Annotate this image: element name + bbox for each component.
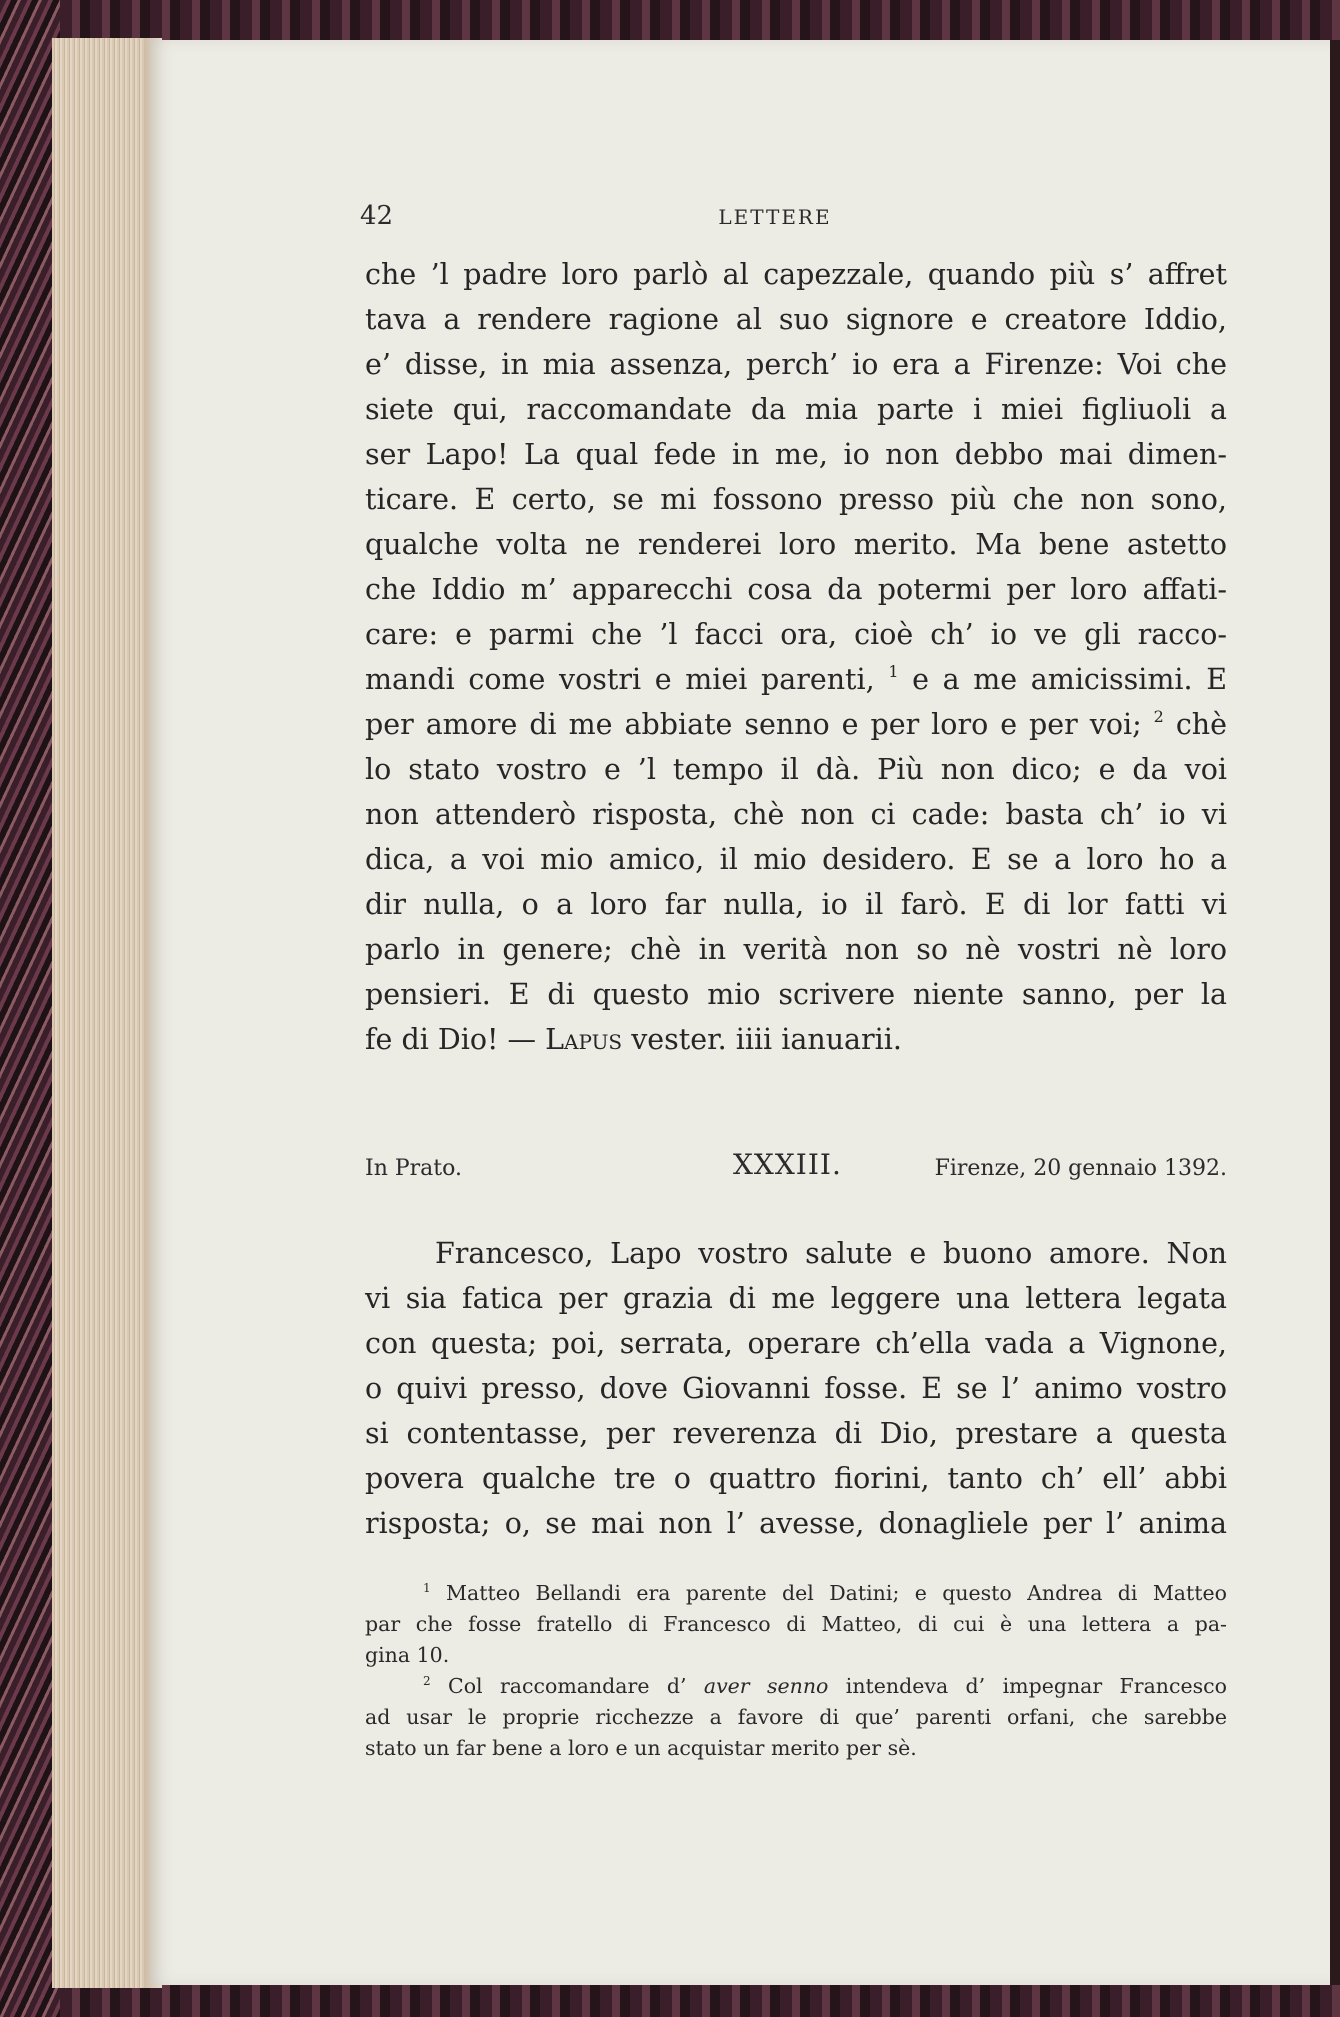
footnotes (365, 1578, 1227, 1764)
text-line-with-footnote-1 (365, 657, 1227, 702)
footnote-mark-1: 1 (423, 1581, 431, 1595)
letter-33-body (365, 1231, 1227, 1546)
text-segment: fe di Dio! — (365, 1023, 537, 1056)
text-line: che ’l padre loro parlò al capezzale, quando più s’ affret (365, 258, 1227, 291)
text-line: povera qualche tre o quattro fiorini, tanto ch’ ell’ abbi (365, 1462, 1227, 1495)
text-segment: mandi come vostri e miei parenti, (365, 663, 875, 696)
letter-number: XXXIII. (733, 1148, 842, 1181)
letter-closing (365, 1017, 1227, 1062)
text-line: ticare. E certo, se mi fossono presso più che non sono, (365, 483, 1227, 516)
footnote-2-line (365, 1671, 1227, 1702)
text-line: dir nulla, o a loro far nulla, io il farò. E di lor fatti vi (365, 888, 1227, 921)
text-line: tava a rendere ragione al suo signore e creatore Iddio, (365, 303, 1227, 336)
text-line: pensieri. E di questo mio scrivere niente sanno, per la (365, 978, 1227, 1011)
text-line: che Iddio m’ apparecchi cosa da potermi per loro affati- (365, 573, 1227, 606)
footnote-mark-2: 2 (423, 1674, 431, 1688)
text-segment: Col raccomandare d’ (448, 1674, 687, 1698)
footnote-1-line (365, 1578, 1227, 1609)
text-segment-italic: aver senno (703, 1674, 829, 1698)
page-number: 42 (360, 201, 394, 231)
text-line: care: e parmi che ’l facci ora, cioè ch’ io ve gli racco- (365, 618, 1227, 651)
text-line: risposta; o, se mai non l’ avesse, donagliele per l’ anima (365, 1507, 1227, 1540)
text-line: vi sia fatica per grazia di me leggere una lettera legata (365, 1282, 1227, 1315)
text-line: si contentasse, per reverenza di Dio, prestare a questa (365, 1417, 1227, 1450)
text-line-with-footnote-2 (365, 702, 1227, 747)
text-segment: per amore di me abbiate senno e per loro e per voi; (365, 708, 1142, 741)
text-line: siete qui, raccomandate da mia parte i miei figliuoli a (365, 393, 1227, 426)
text-line: dica, a voi mio amico, il mio desidero. E se a loro ho a (365, 843, 1227, 876)
signature: Lapus (545, 1023, 623, 1056)
text-segment: intendeva d’ impegnar Francesco (845, 1674, 1227, 1698)
text-line: parlo in genere; chè in verità non so nè vostri nè loro (365, 933, 1227, 966)
text-line: con questa; poi, serrata, operare ch’ella vada a Vignone, (365, 1327, 1227, 1360)
text-line: e’ disse, in mia assenza, perch’ io era a Firenze: Voi che (365, 348, 1227, 381)
text-line: lo stato vostro e ’l tempo il dà. Più non dico; e da voi (365, 753, 1227, 786)
book-binding-bottom (60, 1985, 1340, 2017)
letter-place: In Prato. (365, 1156, 462, 1181)
text-line: ser Lapo! La qual fede in me, io non debbo mai dimen- (365, 438, 1227, 471)
text-segment: chè (1175, 708, 1228, 741)
footnote-2-line: ad usar le proprie ricchezze a favore di que’ parenti orfani, che sarebbe (365, 1705, 1227, 1729)
footnote-ref-1: 1 (888, 662, 899, 681)
text-line: qualche volta ne renderei loro merito. Ma bene astetto (365, 528, 1227, 561)
letter-33-heading (365, 1137, 1227, 1187)
page-edges (52, 38, 162, 1988)
book-binding-marbled (0, 0, 60, 2017)
book-binding-top (60, 0, 1340, 40)
text-line: o quivi presso, dove Giovanni fosse. E se l’ animo vostro (365, 1372, 1227, 1405)
text-segment: Matteo Bellandi era parente del Datini; e questo Andrea di Matteo (446, 1581, 1227, 1605)
footnote-2-line: stato un far bene a loro e un acquistar merito per sè. (365, 1736, 917, 1760)
text-segment: e a me amicissimi. E (912, 663, 1228, 696)
footnote-1-line: par che fosse fratello di Francesco di Matteo, di cui è una lettera a pa- (365, 1612, 1227, 1636)
footnote-1-line: gina 10. (365, 1643, 450, 1667)
running-head: LETTERE (718, 205, 832, 229)
letter-32-body (365, 252, 1227, 1062)
text-line: non attenderò risposta, chè non ci cade: basta ch’ io vi (365, 798, 1227, 831)
text-line: Francesco, Lapo vostro salute e buono amore. Non (435, 1237, 1227, 1270)
footnote-ref-2: 2 (1153, 707, 1164, 726)
text-segment: vester. iiii ianuarii. (631, 1023, 902, 1056)
letter-date: Firenze, 20 gennaio 1392. (934, 1156, 1227, 1181)
